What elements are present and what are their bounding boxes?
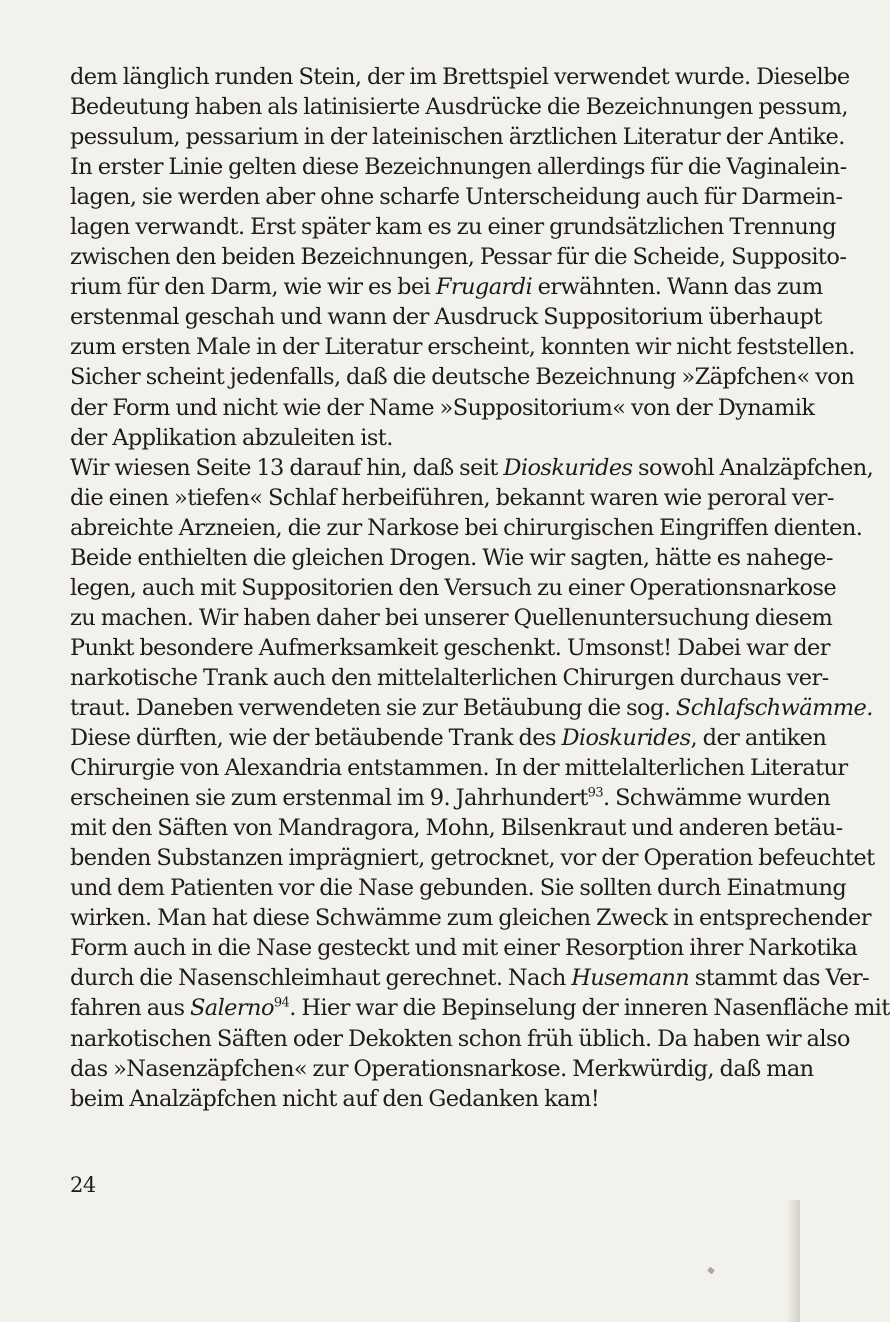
- text-line: [70, 332, 855, 362]
- text-line: [70, 423, 740, 453]
- text-line: [70, 182, 843, 212]
- page-edge-shadow: [786, 1200, 800, 1322]
- text-segment: zwischen den beiden Bezeichnungen, Pessar für die Scheide, Supposito-: [70, 244, 847, 271]
- text-line: [70, 1054, 814, 1084]
- page-number: 24: [70, 1173, 96, 1197]
- italic-name: Husemann: [571, 965, 690, 992]
- text-segment: Diese dürften, wie der betäubende Trank des: [70, 725, 562, 752]
- text-segment: das »Nasenzäpfchen« zur Operationsnarkose. Merkwürdig, daß man: [70, 1055, 814, 1082]
- text-line: [70, 242, 847, 272]
- text-segment: narkotischen Säften oder Dekokten schon früh üblich. Da haben wir also: [70, 1025, 850, 1052]
- text-segment: , der antiken: [690, 725, 827, 752]
- text-line: [70, 573, 837, 603]
- text-segment: lagen verwandt. Erst später kam es zu einer grundsätzlichen Trennung: [70, 214, 836, 241]
- text-line: [70, 933, 858, 963]
- text-segment: Form auch in die Nase gesteckt und mit einer Resorption ihrer Narkotika: [70, 935, 858, 962]
- text-line: [70, 152, 847, 182]
- text-segment: traut. Daneben verwendeten sie zur Betäubung die sog.: [70, 694, 676, 721]
- text-segment: Beide enthielten die gleichen Drogen. Wie wir sagten, hätte es nahege-: [70, 544, 833, 571]
- text-segment: zu machen. Wir haben daher bei unserer Quellenuntersuchung diesem: [70, 604, 833, 631]
- text-segment: fahren aus: [70, 995, 190, 1022]
- text-segment: mit den Säften von Mandragora, Mohn, Bilsenkraut und anderen betäu-: [70, 815, 843, 842]
- text-segment: wirken. Man hat diese Schwämme zum gleichen Zweck in entsprechender: [70, 905, 871, 932]
- text-segment: erstenmal geschah und wann der Ausdruck Suppositorium überhaupt: [70, 304, 822, 331]
- text-segment: In erster Linie gelten diese Bezeichnungen allerdings für die Vaginalein-: [70, 154, 847, 181]
- text-line: [70, 843, 875, 873]
- text-segment: Chirurgie von Alexandria entstammen. In der mittelalterlichen Literatur: [70, 755, 848, 782]
- text-segment: rium für den Darm, wie wir es bei: [70, 274, 436, 301]
- text-line: [70, 603, 833, 633]
- italic-name: Schlafschwämme.: [675, 694, 873, 721]
- text-line: [70, 92, 848, 122]
- text-segment: erwähnten. Wann das zum: [532, 274, 823, 301]
- text-segment: benden Substanzen imprägniert, getrocknet, vor der Operation befeuchtet: [70, 845, 875, 872]
- text-segment: die einen »tiefen« Schlaf herbeiführen, bekannt waren wie peroral ver-: [70, 484, 834, 511]
- text-line: [70, 813, 843, 843]
- text-line: [70, 723, 827, 753]
- text-line: [70, 272, 823, 302]
- footnote-reference: 94: [273, 995, 290, 1011]
- text-segment: abreichte Arzneien, die zur Narkose bei chirurgischen Eingriffen dienten.: [70, 514, 863, 541]
- text-line: [70, 513, 863, 543]
- text-line: [70, 453, 874, 483]
- italic-name: Dioskurides: [561, 725, 691, 752]
- italic-name: Dioskurides: [503, 454, 633, 481]
- text-line: [70, 1084, 740, 1114]
- text-segment: beim Analzäpfchen nicht auf den Gedanken kam!: [70, 1085, 600, 1112]
- text-line: [70, 1024, 850, 1054]
- text-segment: Bedeutung haben als latinisierte Ausdrücke die Bezeichnungen pessum,: [70, 94, 848, 121]
- text-line: [70, 693, 873, 723]
- text-segment: legen, auch mit Suppositorien den Versuch zu einer Operationsnarkose: [70, 574, 837, 601]
- italic-name: Salerno: [189, 995, 274, 1022]
- text-line: [70, 62, 850, 92]
- italic-name: Frugardi: [435, 274, 533, 301]
- paragraph: [70, 453, 890, 1114]
- text-line: [70, 993, 890, 1023]
- text-segment: durch die Nasenschleimhaut gerechnet. Nach: [70, 965, 572, 992]
- text-segment: Wir wiesen Seite 13 darauf hin, daß seit: [70, 454, 504, 481]
- paper-speck: [707, 1267, 715, 1275]
- text-segment: pessulum, pessarium in der lateinischen ärztlichen Literatur der Antike.: [70, 124, 845, 151]
- text-segment: erscheinen sie zum erstenmal im 9. Jahrhundert: [70, 785, 588, 812]
- text-segment: narkotische Trank auch den mittelalterlichen Chirurgen durchaus ver-: [70, 664, 829, 691]
- text-line: [70, 362, 855, 392]
- text-segment: lagen, sie werden aber ohne scharfe Unterscheidung auch für Darmein-: [70, 184, 843, 211]
- text-line: [70, 753, 848, 783]
- text-line: [70, 212, 836, 242]
- text-line: [70, 873, 847, 903]
- text-segment: sowohl Analzäpfchen,: [632, 454, 874, 481]
- text-line: [70, 483, 834, 513]
- text-segment: stammt das Ver-: [689, 965, 869, 992]
- text-line: [70, 543, 833, 573]
- footnote-reference: 93: [587, 785, 603, 801]
- paragraph: [70, 62, 855, 453]
- text-segment: und dem Patienten vor die Nase gebunden. Sie sollten durch Einatmung: [70, 875, 847, 902]
- text-segment: . Hier war die Bepinselung der inneren Nasenfläche mit: [289, 995, 890, 1022]
- text-line: [70, 903, 871, 933]
- text-segment: Sicher scheint jedenfalls, daß die deutsche Bezeichnung »Zäpfchen« von: [70, 364, 855, 391]
- text-line: [70, 783, 831, 813]
- text-segment: dem länglich runden Stein, der im Brettspiel verwendet wurde. Dieselbe: [70, 64, 850, 90]
- text-segment: . Schwämme wurden: [603, 785, 831, 812]
- text-segment: Punkt besondere Aufmerksamkeit geschenkt. Umsonst! Dabei war der: [70, 634, 830, 661]
- text-segment: zum ersten Male in der Literatur erscheint, konnten wir nicht feststellen.: [70, 334, 855, 361]
- text-line: [70, 963, 869, 993]
- text-line: [70, 663, 829, 693]
- text-line: [70, 633, 830, 663]
- text-line: [70, 393, 815, 423]
- text-line: [70, 122, 845, 152]
- book-page-body: [70, 62, 890, 1114]
- text-segment: der Form und nicht wie der Name »Suppositorium« von der Dynamik: [70, 394, 815, 421]
- text-segment: der Applikation abzuleiten ist.: [70, 424, 393, 451]
- text-line: [70, 302, 822, 332]
